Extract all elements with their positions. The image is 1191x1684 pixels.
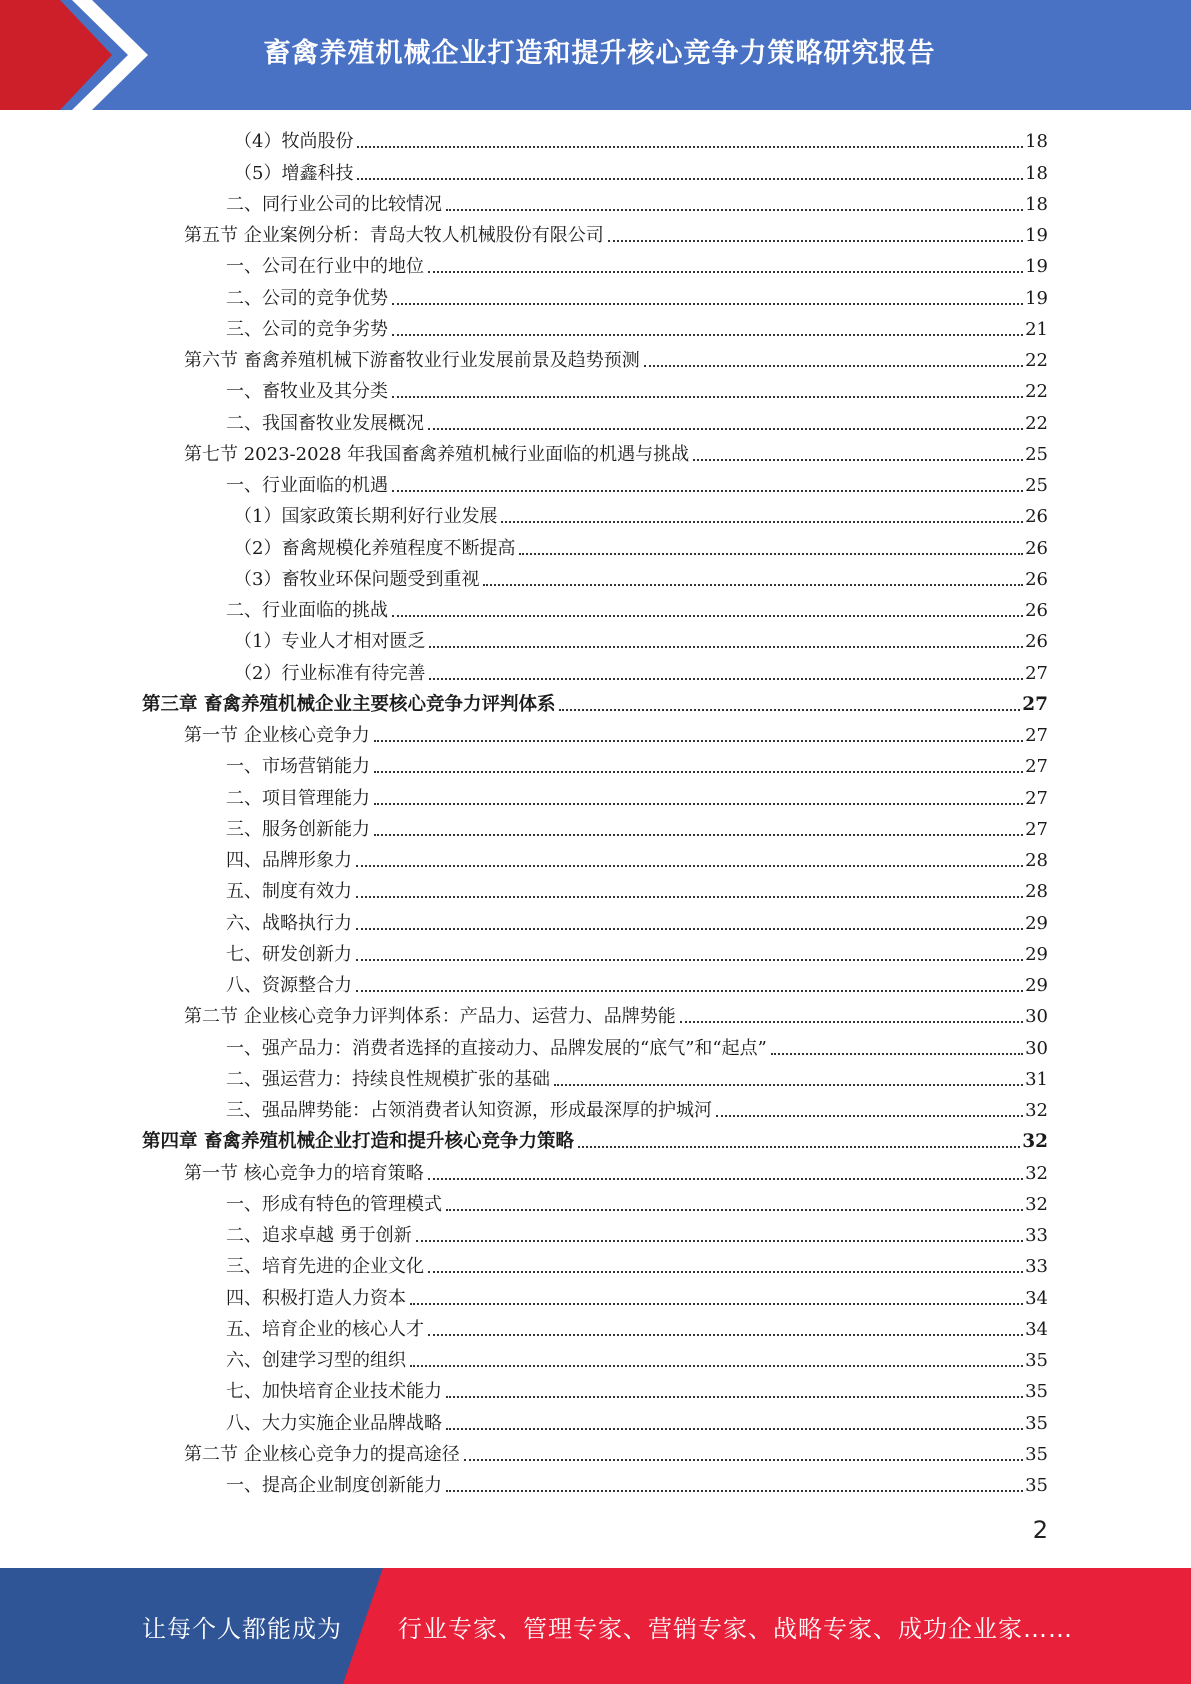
toc-entry[interactable]	[142, 1314, 1048, 1345]
toc-entry-page: 30	[1025, 1006, 1048, 1028]
toc-entry-page: 28	[1025, 850, 1048, 871]
toc-dot-leader	[392, 302, 1023, 305]
toc-entry[interactable]	[142, 782, 1048, 813]
toc-entry-page: 19	[1025, 256, 1048, 278]
toc-entry-title: 二、公司的竞争优势	[226, 287, 388, 309]
toc-entry[interactable]	[142, 1001, 1048, 1032]
toc-entry-title: （1）专业人才相对匮乏	[234, 631, 426, 653]
toc-dot-leader	[446, 1208, 1023, 1211]
toc-dot-leader	[374, 739, 1023, 742]
toc-entry-page: 18	[1025, 131, 1048, 153]
toc-entry[interactable]	[142, 532, 1048, 563]
toc-entry-page: 27	[1025, 756, 1048, 778]
toc-dot-leader	[554, 1083, 1023, 1086]
toc-entry-title: （2）畜禽规模化养殖程度不断提高	[234, 537, 516, 559]
toc-entry-title: 三、公司的竞争劣势	[226, 318, 388, 340]
toc-entry[interactable]	[142, 689, 1048, 720]
toc-entry[interactable]	[142, 1407, 1048, 1438]
toc-entry-title: 第四章 畜禽养殖机械企业打造和提升核心竞争力策略	[142, 1131, 574, 1153]
toc-entry-title: 一、强产品力：消费者选择的直接动力、品牌发展的“底气”和“起点”	[226, 1037, 767, 1059]
toc-dot-leader	[356, 958, 1023, 961]
toc-entry-title: 第三章 畜禽养殖机械企业主要核心竞争力评判体系	[142, 693, 556, 715]
toc-entry-title: 二、我国畜牧业发展概况	[226, 412, 424, 434]
toc-entry[interactable]	[142, 1032, 1048, 1063]
toc-entry-title: 一、畜牧业及其分类	[226, 381, 388, 403]
toc-dot-leader	[356, 927, 1023, 930]
toc-entry[interactable]	[142, 345, 1048, 376]
toc-entry[interactable]	[142, 470, 1048, 501]
toc-entry-title: （5）增鑫科技	[234, 162, 354, 184]
report-title-text: 畜禽养殖机械企业打造和提升核心竞争力策略研究报告	[263, 37, 936, 69]
toc-entry-title: 八、大力实施企业品牌战略	[226, 1412, 442, 1434]
toc-entry-page: 26	[1025, 568, 1048, 590]
report-title	[148, 0, 1191, 100]
toc-entry-page: 32	[1025, 1100, 1048, 1121]
toc-entry[interactable]	[142, 1095, 1048, 1126]
toc-entry-page: 35	[1025, 1381, 1048, 1403]
toc-entry-page: 31	[1025, 1068, 1048, 1090]
toc-dot-leader	[501, 520, 1023, 523]
toc-entry-title: 一、形成有特色的管理模式	[226, 1193, 442, 1215]
toc-entry-title: 三、强品牌势能：占领消费者认知资源，形成最深厚的护城河	[226, 1100, 712, 1121]
toc-entry-page: 29	[1025, 912, 1048, 934]
toc-dot-leader	[416, 1239, 1023, 1242]
toc-entry[interactable]	[142, 314, 1048, 345]
toc-entry-page: 34	[1025, 1287, 1048, 1309]
toc-entry-title: 第一节 核心竞争力的培育策略	[184, 1162, 424, 1184]
toc-entry[interactable]	[142, 1220, 1048, 1251]
red-arrow-decoration	[0, 0, 150, 110]
toc-entry-title: 五、制度有效力	[226, 881, 352, 903]
toc-entry-page: 32	[1022, 1131, 1048, 1153]
toc-dot-leader	[410, 1302, 1023, 1305]
toc-entry-title: 三、培育先进的企业文化	[226, 1256, 424, 1278]
toc-entry-page: 26	[1025, 600, 1048, 621]
toc-entry-title: 二、行业面临的挑战	[226, 600, 388, 621]
toc-entry-page: 19	[1025, 225, 1048, 246]
toc-entry[interactable]	[142, 1282, 1048, 1313]
header-band	[0, 0, 1191, 110]
toc-entry[interactable]	[142, 720, 1048, 751]
toc-entry[interactable]	[142, 157, 1048, 188]
toc-entry-page: 27	[1025, 818, 1048, 840]
toc-entry-title: 四、积极打造人力资本	[226, 1287, 406, 1309]
toc-entry-page: 18	[1025, 193, 1048, 215]
toc-entry-page: 19	[1025, 287, 1048, 309]
toc-entry[interactable]	[142, 657, 1048, 688]
toc-entry-page: 35	[1025, 1475, 1048, 1496]
toc-entry[interactable]	[142, 970, 1048, 1001]
toc-entry[interactable]	[142, 1189, 1048, 1220]
toc-entry-title: 一、公司在行业中的地位	[226, 256, 424, 278]
toc-entry-page: 34	[1025, 1318, 1048, 1340]
toc-dot-leader	[771, 1052, 1023, 1055]
toc-entry[interactable]	[142, 1157, 1048, 1188]
toc-entry-page: 26	[1025, 537, 1048, 559]
toc-dot-leader	[446, 1427, 1023, 1430]
toc-dot-leader	[559, 708, 1020, 711]
toc-dot-leader	[392, 489, 1023, 492]
toc-dot-leader	[428, 1333, 1023, 1336]
toc-dot-leader	[428, 1270, 1023, 1273]
toc-entry[interactable]	[142, 751, 1048, 782]
toc-dot-leader	[519, 552, 1023, 555]
toc-entry-title: 一、提高企业制度创新能力	[226, 1475, 442, 1496]
toc-entry-title: 二、强运营力：持续良性规模扩张的基础	[226, 1068, 550, 1090]
toc-entry[interactable]	[142, 126, 1048, 157]
toc-entry-page: 27	[1025, 725, 1048, 746]
toc-dot-leader	[446, 208, 1023, 211]
toc-entry-title: 六、战略执行力	[226, 912, 352, 934]
toc-entry[interactable]	[142, 1439, 1048, 1470]
toc-entry[interactable]	[142, 282, 1048, 313]
toc-entry[interactable]	[142, 407, 1048, 438]
toc-entry[interactable]	[142, 876, 1048, 907]
toc-dot-leader	[716, 1114, 1023, 1117]
toc-dot-leader	[357, 177, 1023, 180]
toc-entry[interactable]	[142, 501, 1048, 532]
toc-dot-leader	[374, 802, 1023, 805]
toc-dot-leader	[392, 614, 1023, 617]
toc-entry-title: 七、研发创新力	[226, 943, 352, 965]
toc-dot-leader	[680, 1020, 1023, 1023]
toc-entry-title: 第六节 畜禽养殖机械下游畜牧业行业发展前景及趋势预测	[184, 350, 640, 371]
toc-entry-page: 27	[1022, 693, 1048, 715]
toc-entry-page: 29	[1025, 943, 1048, 965]
footer-slogan-right: 行业专家、管理专家、营销专家、战略专家、成功企业家……	[398, 1614, 1073, 1643]
footer-slogan-left: 让每个人都能成为	[142, 1614, 342, 1643]
toc-dot-leader	[464, 1458, 1023, 1461]
toc-entry-page: 30	[1025, 1037, 1048, 1059]
toc-dot-leader	[428, 1177, 1023, 1180]
toc-dot-leader	[428, 270, 1023, 273]
toc-dot-leader	[693, 458, 1023, 461]
toc-entry[interactable]	[142, 1470, 1048, 1501]
toc-entry-title: （4）牧尚股份	[234, 131, 354, 153]
toc-entry[interactable]	[142, 1376, 1048, 1407]
toc-dot-leader	[392, 395, 1023, 398]
toc-entry[interactable]	[142, 1064, 1048, 1095]
toc-entry-title: 第七节 2023-2028 年我国畜禽养殖机械行业面临的机遇与挑战	[184, 443, 690, 465]
toc-entry-title: 七、加快培育企业技术能力	[226, 1381, 442, 1403]
toc-entry[interactable]	[142, 814, 1048, 845]
toc-entry-title: 第二节 企业核心竞争力的提高途径	[184, 1443, 460, 1465]
toc-dot-leader	[578, 1145, 1020, 1148]
toc-entry-page: 33	[1025, 1225, 1048, 1246]
toc-entry[interactable]	[142, 251, 1048, 282]
toc-entry[interactable]	[142, 564, 1048, 595]
toc-dot-leader	[356, 895, 1023, 898]
toc-entry-page: 26	[1025, 631, 1048, 653]
toc-entry-page: 33	[1025, 1256, 1048, 1278]
toc-entry-page: 28	[1025, 881, 1048, 903]
toc-entry-page: 26	[1025, 506, 1048, 528]
toc-dot-leader	[446, 1395, 1023, 1398]
toc-entry[interactable]	[142, 845, 1048, 876]
toc-entry[interactable]	[142, 907, 1048, 938]
toc-entry-page: 27	[1025, 787, 1048, 809]
toc-dot-leader	[410, 1364, 1023, 1367]
toc-entry-title: 八、资源整合力	[226, 975, 352, 996]
toc-entry-page: 32	[1025, 1193, 1048, 1215]
toc-entry[interactable]	[142, 376, 1048, 407]
toc-entry-page: 25	[1025, 443, 1048, 465]
toc-entry-page: 18	[1025, 162, 1048, 184]
toc-entry-title: 六、创建学习型的组织	[226, 1350, 406, 1371]
toc-dot-leader	[429, 645, 1023, 648]
toc-entry-title: （1）国家政策长期利好行业发展	[234, 506, 498, 528]
toc-entry[interactable]	[142, 439, 1048, 470]
toc-entry-title: 四、品牌形象力	[226, 850, 352, 871]
toc-dot-leader	[608, 239, 1023, 242]
toc-entry-title: 二、同行业公司的比较情况	[226, 193, 442, 215]
toc-dot-leader	[483, 583, 1023, 586]
toc-entry-title: 第一节 企业核心竞争力	[184, 725, 370, 746]
toc-entry-page: 22	[1025, 381, 1048, 403]
toc-entry[interactable]	[142, 1345, 1048, 1376]
toc-entry[interactable]	[142, 1251, 1048, 1282]
toc-dot-leader	[428, 427, 1023, 430]
table-of-contents	[142, 126, 1048, 1501]
toc-dot-leader	[429, 677, 1023, 680]
toc-entry-page: 27	[1025, 662, 1048, 684]
toc-entry-page: 32	[1025, 1162, 1048, 1184]
toc-dot-leader	[356, 864, 1023, 867]
toc-entry-page: 22	[1025, 412, 1048, 434]
toc-entry[interactable]	[142, 220, 1048, 251]
toc-entry-page: 25	[1025, 475, 1048, 496]
toc-entry[interactable]	[142, 626, 1048, 657]
toc-entry-page: 21	[1025, 318, 1048, 340]
toc-entry-title: 二、追求卓越 勇于创新	[226, 1225, 412, 1246]
toc-entry-title: 一、行业面临的机遇	[226, 475, 388, 496]
toc-entry-title: 三、服务创新能力	[226, 818, 370, 840]
toc-entry-page: 35	[1025, 1443, 1048, 1465]
footer-band	[0, 1568, 1191, 1684]
toc-dot-leader	[644, 364, 1023, 367]
toc-entry-page: 22	[1025, 350, 1048, 371]
toc-dot-leader	[374, 833, 1023, 836]
toc-entry[interactable]	[142, 1126, 1048, 1157]
toc-dot-leader	[392, 333, 1023, 336]
toc-entry-title: （3）畜牧业环保问题受到重视	[234, 568, 480, 590]
toc-entry[interactable]	[142, 939, 1048, 970]
toc-dot-leader	[374, 770, 1023, 773]
toc-entry-title: （2）行业标准有待完善	[234, 662, 426, 684]
toc-entry-page: 29	[1025, 975, 1048, 996]
toc-entry-page: 35	[1025, 1412, 1048, 1434]
toc-dot-leader	[357, 145, 1023, 148]
toc-entry[interactable]	[142, 595, 1048, 626]
toc-entry-title: 五、培育企业的核心人才	[226, 1318, 424, 1340]
toc-entry-title: 二、项目管理能力	[226, 787, 370, 809]
page-number: 2	[1032, 1516, 1048, 1544]
toc-dot-leader	[446, 1489, 1023, 1492]
toc-dot-leader	[356, 989, 1023, 992]
toc-entry-title: 一、市场营销能力	[226, 756, 370, 778]
toc-entry-page: 35	[1025, 1350, 1048, 1371]
toc-entry[interactable]	[142, 189, 1048, 220]
toc-entry-title: 第五节 企业案例分析：青岛大牧人机械股份有限公司	[184, 225, 604, 246]
toc-entry-title: 第二节 企业核心竞争力评判体系：产品力、运营力、品牌势能	[184, 1006, 676, 1028]
